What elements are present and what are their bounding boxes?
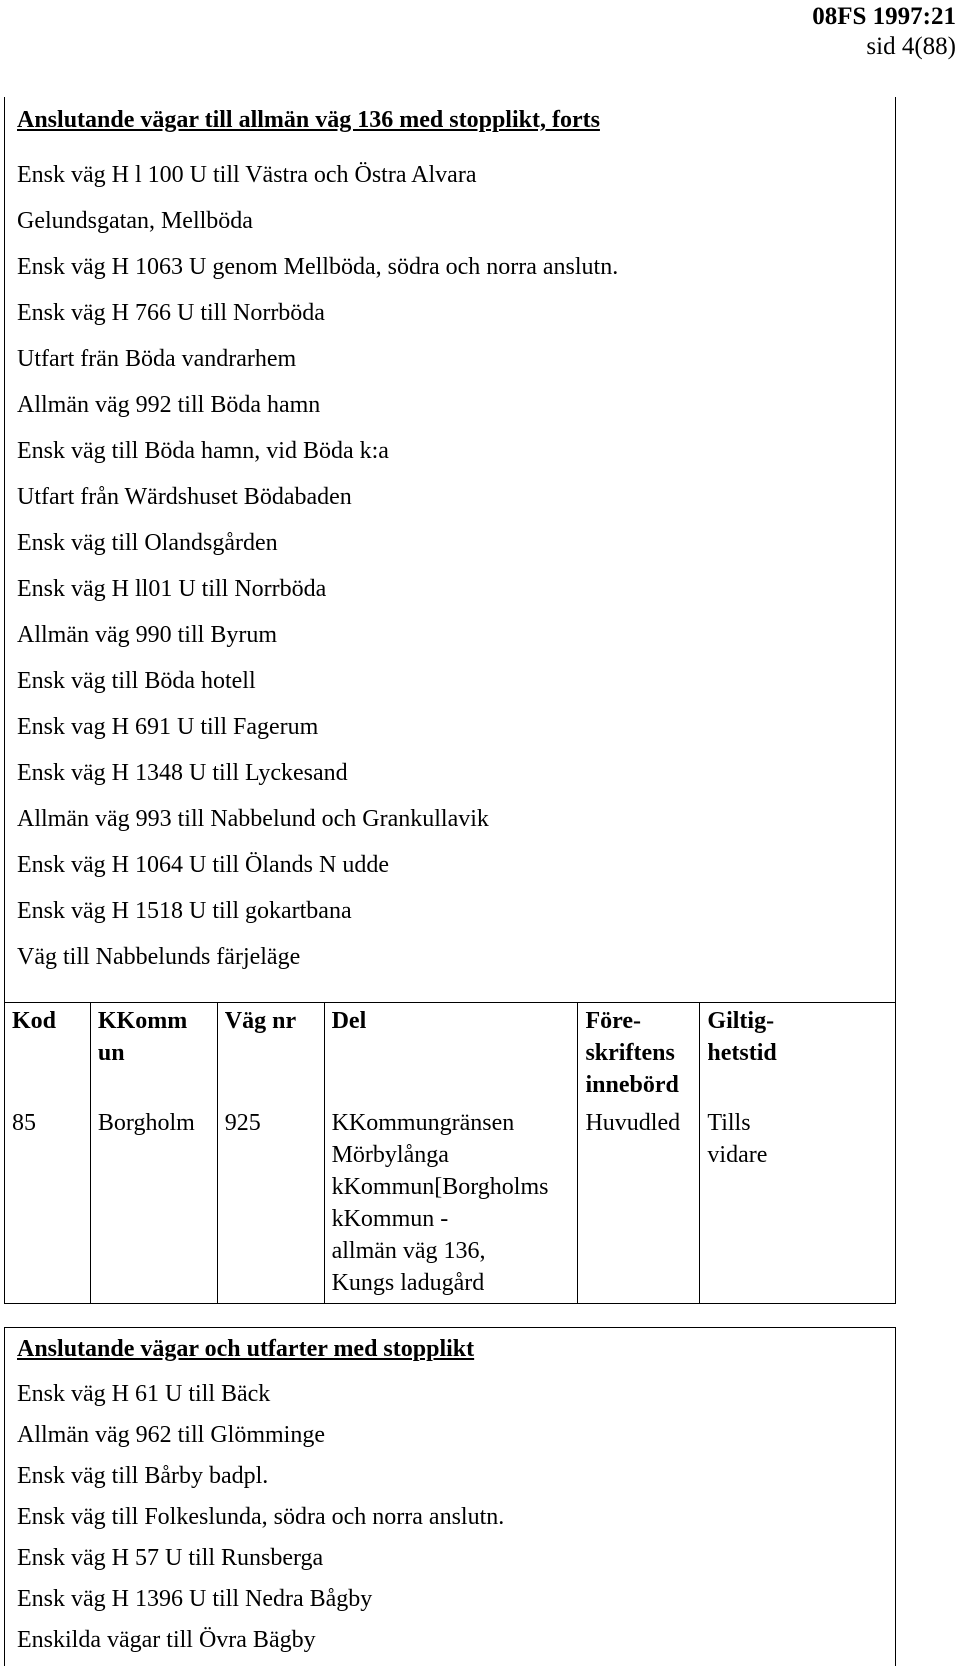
cell-kommun: Borgholm: [90, 1105, 217, 1304]
page-number: sid 4(88): [866, 33, 956, 60]
del-line: allmän väg 136,: [331, 1238, 486, 1264]
header-del: Del: [324, 1003, 578, 1106]
road-list: [17, 1374, 504, 1661]
road-item: Ensk väg H 57 U till Runsberga: [17, 1545, 324, 1571]
road-item: Ensk väg H 766 U till Norrböda: [17, 300, 325, 326]
del-line: kKommun -: [331, 1206, 449, 1232]
road-item: Ensk väg till Olandsgården: [17, 530, 278, 556]
section-connecting-roads-stop: [4, 1327, 896, 1666]
road-item: Ensk väg till Böda hamn, vid Böda k:a: [17, 438, 389, 464]
cell-vag-nr: 925: [217, 1105, 324, 1304]
regulation-table: [4, 1002, 896, 1304]
header-kommun-line: un: [97, 1040, 125, 1066]
road-list: [17, 152, 618, 980]
road-item: Ensk väg H l 100 U till Västra och Östra Alvara: [17, 162, 477, 188]
road-item: Ensk väg H 1348 U till Lyckesand: [17, 760, 348, 786]
del-line: kKommun[Borgholms: [331, 1174, 549, 1200]
table-header-row: [5, 1003, 896, 1106]
road-item: Allmän väg 962 till Glömminge: [17, 1422, 325, 1448]
road-item: Ensk väg H 1518 U till gokartbana: [17, 898, 352, 924]
road-item: Gelundsgatan, Mellböda: [17, 208, 253, 234]
document-code: 08FS 1997:21: [812, 3, 956, 30]
road-item: Utfart frän Böda vandrarhem: [17, 346, 297, 372]
road-item: Ensk väg till Folkeslunda, södra och norra anslutn.: [17, 1504, 505, 1530]
header-vag-nr: Väg nr: [217, 1003, 324, 1106]
road-item: Ensk vag H 691 U till Fagerum: [17, 714, 319, 740]
section-title: Anslutande vägar till allmän väg 136 med stopplikt, forts: [17, 107, 600, 133]
table-row: [5, 1105, 896, 1304]
header-giltighet-line: Giltig-: [707, 1008, 775, 1034]
header-foreskrift-line: innebörd: [585, 1072, 679, 1098]
header-foreskrift-line: Före-: [585, 1008, 641, 1034]
road-item: Ensk väg till Böda hotell: [17, 668, 256, 694]
road-item: Ensk väg H 1064 U till Ölands N udde: [17, 852, 389, 878]
road-item: Ensk väg H 61 U till Bäck: [17, 1381, 271, 1407]
section-connecting-roads-continued: [4, 97, 896, 1002]
road-item: Allmän väg 993 till Nabbelund och Grankullavik: [17, 806, 489, 832]
road-item: Ensk väg H ll01 U till Norrböda: [17, 576, 327, 602]
section-title: Anslutande vägar och utfarter med stopplikt: [17, 1336, 475, 1362]
header-foreskrift: [578, 1003, 700, 1106]
road-item: Utfart från Wärdshuset Bödabaden: [17, 484, 352, 510]
header-giltighet-line: hetstid: [707, 1040, 777, 1066]
header-kommun: [90, 1003, 217, 1106]
road-item: Ensk väg till Bårby badpl.: [17, 1463, 269, 1489]
road-item: Ensk väg H 1063 U genom Mellböda, södra och norra anslutn.: [17, 254, 619, 280]
road-item: Väg till Nabbelunds färjeläge: [17, 944, 301, 970]
cell-kod: 85: [5, 1105, 91, 1304]
cell-foreskrift: Huvudled: [578, 1105, 700, 1304]
header-kod: Kod: [5, 1003, 91, 1106]
road-item: Allmän väg 990 till Byrum: [17, 622, 277, 648]
giltighet-line: Tills: [707, 1110, 751, 1136]
header-foreskrift-line: skriftens: [585, 1040, 675, 1066]
cell-del: [324, 1105, 578, 1304]
del-line: Kungs ladugård: [331, 1270, 485, 1296]
road-item: Allmän väg 992 till Böda hamn: [17, 392, 321, 418]
giltighet-line: vidare: [707, 1142, 768, 1168]
header-giltighet: [700, 1003, 896, 1106]
header-kommun-line: KKomm: [97, 1008, 188, 1034]
del-line: Mörbylånga: [331, 1142, 449, 1168]
del-line: KKommungränsen: [331, 1110, 515, 1136]
cell-giltighet: [700, 1105, 896, 1304]
road-item: Ensk väg H 1396 U till Nedra Bågby: [17, 1586, 373, 1612]
page-header: [812, 2, 956, 62]
road-item: Enskilda vägar till Övra Bägby: [17, 1627, 316, 1653]
